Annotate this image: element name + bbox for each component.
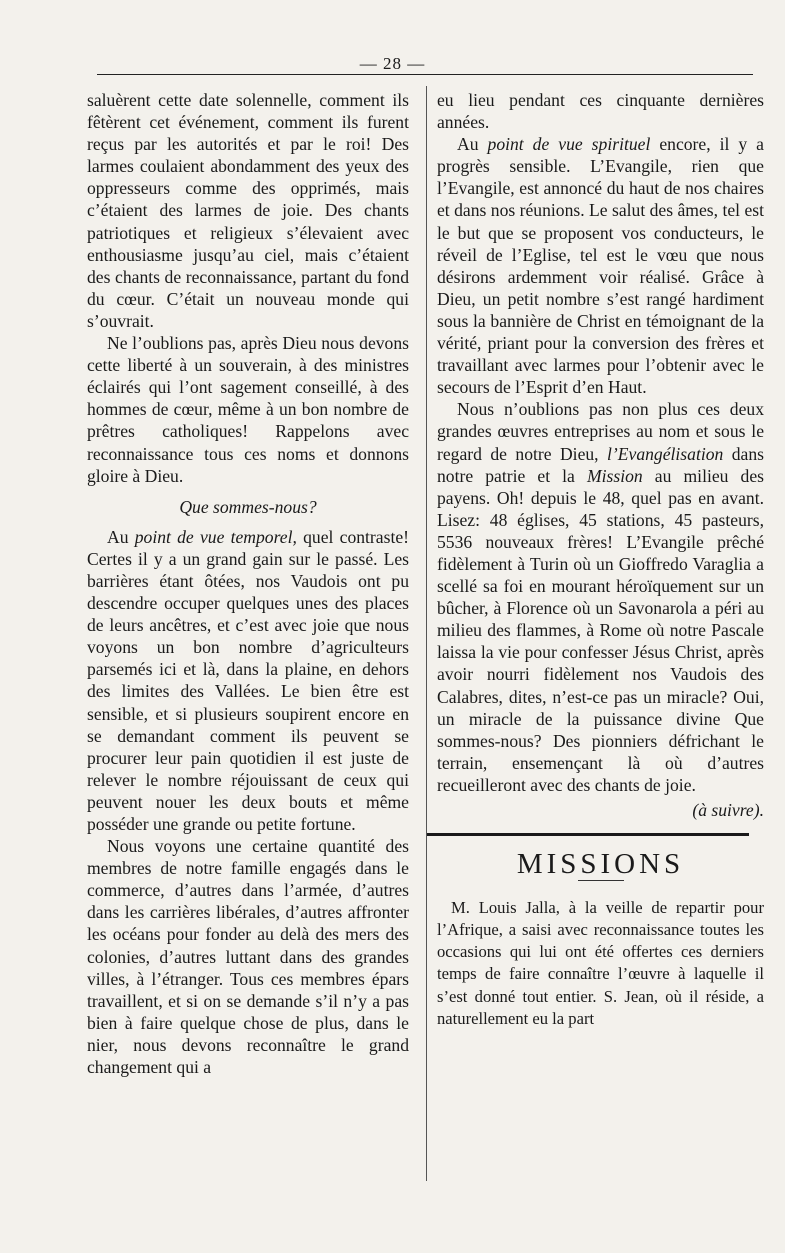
paragraph: eu lieu pendant ces cinquante dernières années. <box>437 90 764 133</box>
subheading: Que sommes-nous? <box>179 496 317 517</box>
column-divider <box>426 86 427 1181</box>
paragraph: Au point de vue spirituel encore, il y a progrès sensible. L’Evangile, rien que l’Evangile, est annoncé du haut de nos chaires et dans nos réunions. Le salut des âmes, tel est le but que se proposent vos conducteurs, le réveil de l’Eglise, tel est le vœu que nous désirons ardemment voir réalisé. Grâce à Dieu, un petit nombre s’est rangé hardiment sous la bannière de Christ en témoignant de la vérité, priant pour la conversion des frères et travaillant avec larmes pour l’obtenir avec le secours de l’Esprit d’en Haut. <box>437 134 764 398</box>
title-underline <box>578 880 624 881</box>
paragraph: Ne l’oublions pas, après Dieu nous devons cette liberté à un souverain, à des ministres éclairés qui l’ont sagement conseillé, à des hommes de cœur, même à un bon nombre de prêtres catholiques! Rappelons avec reconnaissance tous ces noms et donnons gloire à Dieu. <box>87 333 409 486</box>
section-rule <box>427 833 749 836</box>
to-be-continued: (à suivre). <box>692 800 764 820</box>
paragraph: Au point de vue temporel, quel contraste! Certes il y a un grand gain sur le passé. Les barrières étant ôtées, nos Vaudois ont pu descendre occuper quelques unes des places de leurs ancêtres, et c’est avec joie que nous voyons un bon nombre d’agriculteurs parsemés ici et là, dans la plaine, en dehors des limites des Vallées. Le bien être est sensible, et si plusieurs soupirent encore en se demandant comment ils peuvent se procurer leur pain quotidien il est juste de relever le nombre réjouissant de ceux qui peuvent nouer les deux bouts et même posséder une grande ou petite fortune. <box>87 526 409 834</box>
missions-text <box>437 897 764 1030</box>
right-column <box>437 89 764 1030</box>
page-number: — 28 — <box>359 54 426 73</box>
paragraph: M. Louis Jalla, à la veille de repartir pour l’Afrique, a saisi avec reconnaissance toutes les occasions qui lui ont été offertes ces derniers temps de faire connaître l’œuvre à laquelle il s’est donné tout entier. S. Jean, où il réside, a naturellement eu la part <box>437 898 764 1028</box>
paragraph: saluèrent cette date solennelle, comment ils fêtèrent cet événement, comment ils furent reçus par les autorités et par le roi! Des larmes coulaient abondamment des yeux des oppresseurs comme des opprimés, mais c’étaient des larmes de joie. Des chants patriotiques et religieux s’élevaient avec enthousiasme jusqu’au ciel, mais c’étaient des chants de reconnaissance, partant du fond du cœur. C’était un nouveau monde qui s’ouvrait. <box>87 90 409 331</box>
header-rule <box>97 74 753 75</box>
left-column <box>87 89 409 1078</box>
paragraph: Nous n’oublions pas non plus ces deux grandes œuvres entreprises au nom et sous le regard de notre Dieu, l’Evangélisation dans notre patrie et la Mission au milieu des payens. Oh! depuis le 48, quel pas en avant. Lisez: 48 églises, 45 stations, 45 pasteurs, 5536 nouveaux frères! L’Evangile prêché fidèlement à Turin où un Gioffredo Varaglia a scellé sa foi en mourant héroïquement sur un bûcher, à Florence où un Savonarola a péri au milieu des flammes, à Rome où notre Pascale laissa la vie pour confesser Jésus Christ, après avoir nourri fidèlement nos Vaudois des Calabres, dites, n’est-ce pas un miracle? Oui, un miracle de la puissance divine Que sommes-nous? Des pionniers défrichant le terrain, ensemençant là où d’autres recueilleront avec des chants de joie. <box>437 399 764 795</box>
paragraph: Nous voyons une certaine quantité des membres de notre famille engagés dans le commerce, d’autres dans l’armée, d’autres dans les carrières libérales, d’autres affronter les océans pour fonder au delà des mers des colonies, d’autres luttant dans des grandes villes, à l’étranger. Tous ces membres épars travaillent, et si on se demande s’il n’y a pas bien à faire quelque chose de plus, dans le nier, nous devons reconnaître le grand changement qui a <box>87 836 409 1078</box>
section-title: MISSIONS <box>516 848 685 881</box>
